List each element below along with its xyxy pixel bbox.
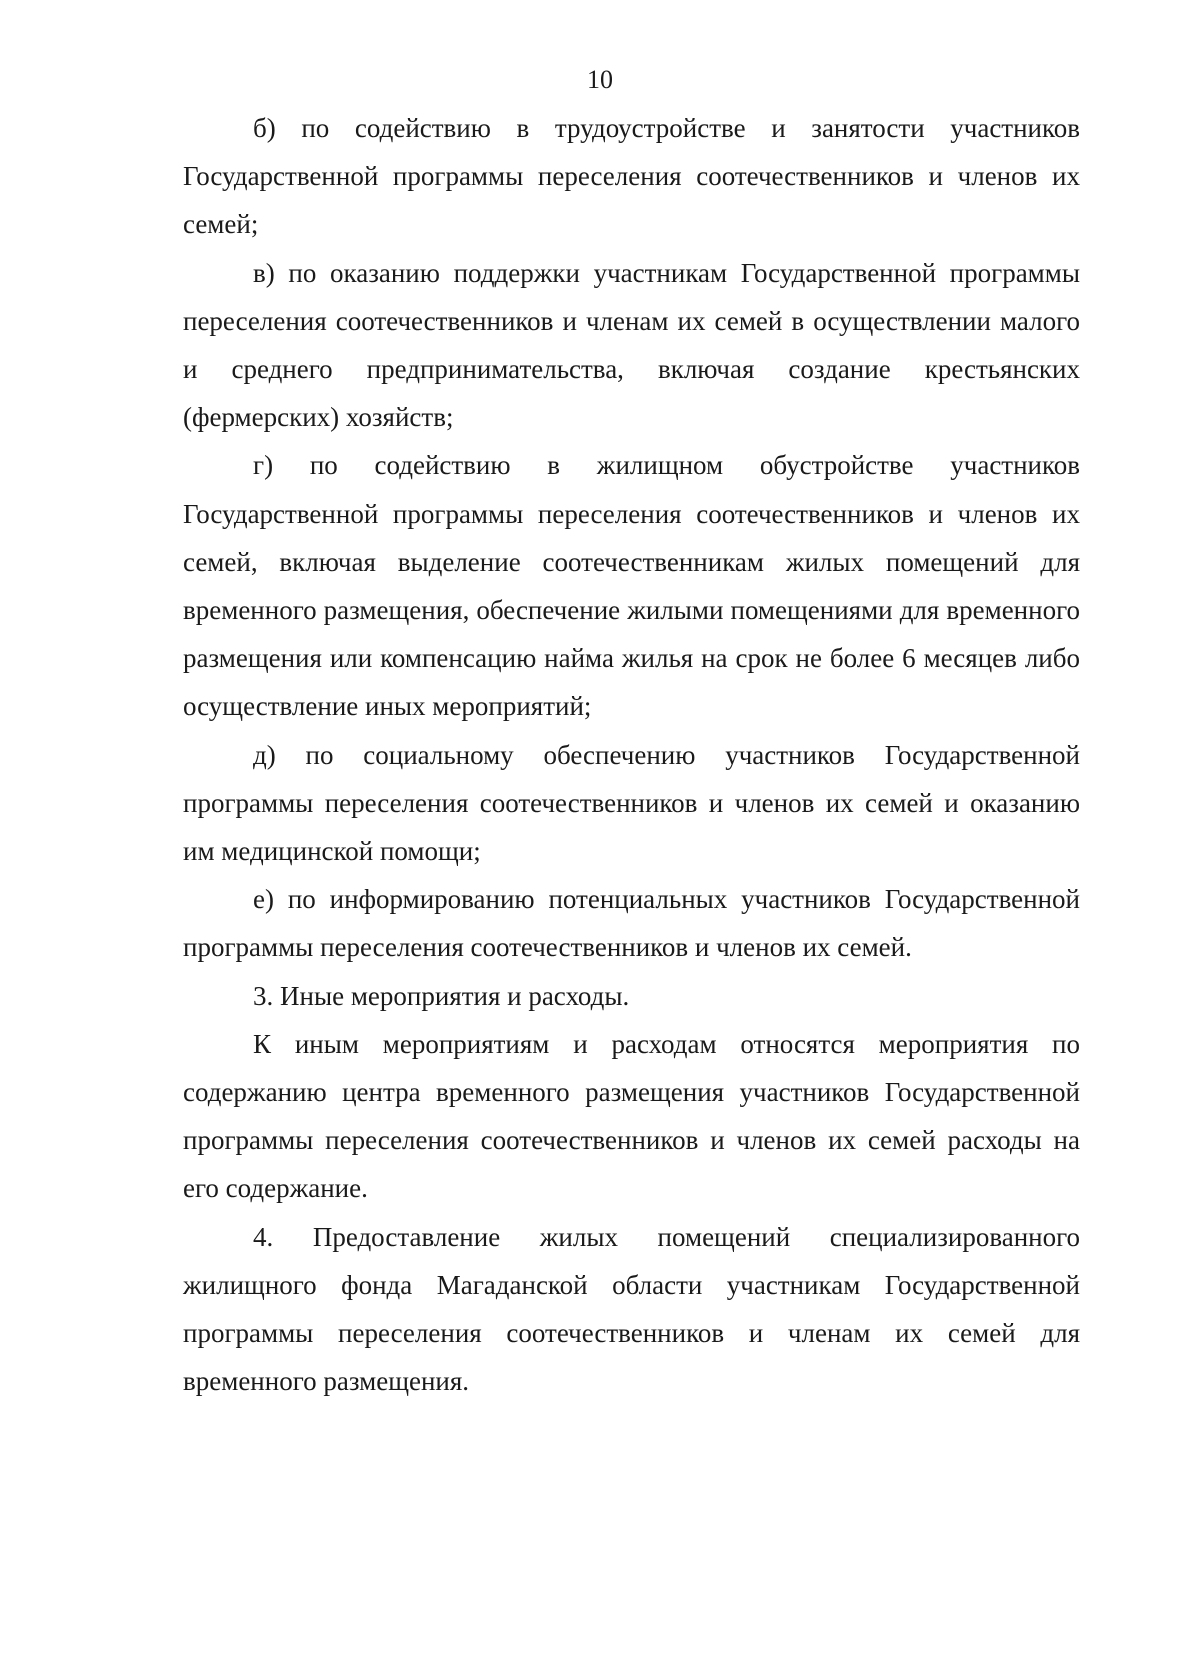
page-number: 10 — [587, 65, 613, 94]
paragraph-g-housing: г) по содействию в жилищном обустройстве участников Государственной программы переселения соотечественников и членов их семей, включая выделение соотечественникам жилых помещений для временного размещения, обеспечение жилыми помещениями для временного размещения или компенсацию найма жилья на срок не более 6 месяцев либо осуществление иных мероприятий; — [183, 450, 1080, 722]
paragraph-other-measures: К иным мероприятиям и расходам относятся мероприятия по содержанию центра временного размещения участников Государственной программы переселения соотечественников и членов их семей расходы на его содержание. — [183, 1028, 1080, 1204]
section-heading-3: 3. Иные мероприятия и расходы. — [253, 980, 630, 1011]
paragraph-b-employment: б) по содействию в трудоустройстве и занятости участников Государственной программы переселения соотечественников и членов их семей; — [183, 113, 1080, 240]
paragraph-v-business-support: в) по оказанию поддержки участникам Государственной программы переселения соотечественников и членам их семей в осуществлении малого и среднего предпринимательства, включая создание крестьянских (фермерских) хозяйств; — [183, 257, 1080, 433]
paragraph-e-informing: е) по информированию потенциальных участников Государственной программы переселения соотечественников и членов их семей. — [183, 884, 1080, 963]
section-heading-4: 4. Предоставление жилых помещений специализированного жилищного фонда Магаданской области участникам Государственной программы переселения соотечественников и членам их семей для временного размещения. — [183, 1221, 1080, 1397]
paragraph-d-social-support: д) по социальному обеспечению участников Государственной программы переселения соотечественников и членов их семей и оказанию им медицинской помощи; — [183, 739, 1080, 867]
document-body — [183, 104, 1080, 1405]
